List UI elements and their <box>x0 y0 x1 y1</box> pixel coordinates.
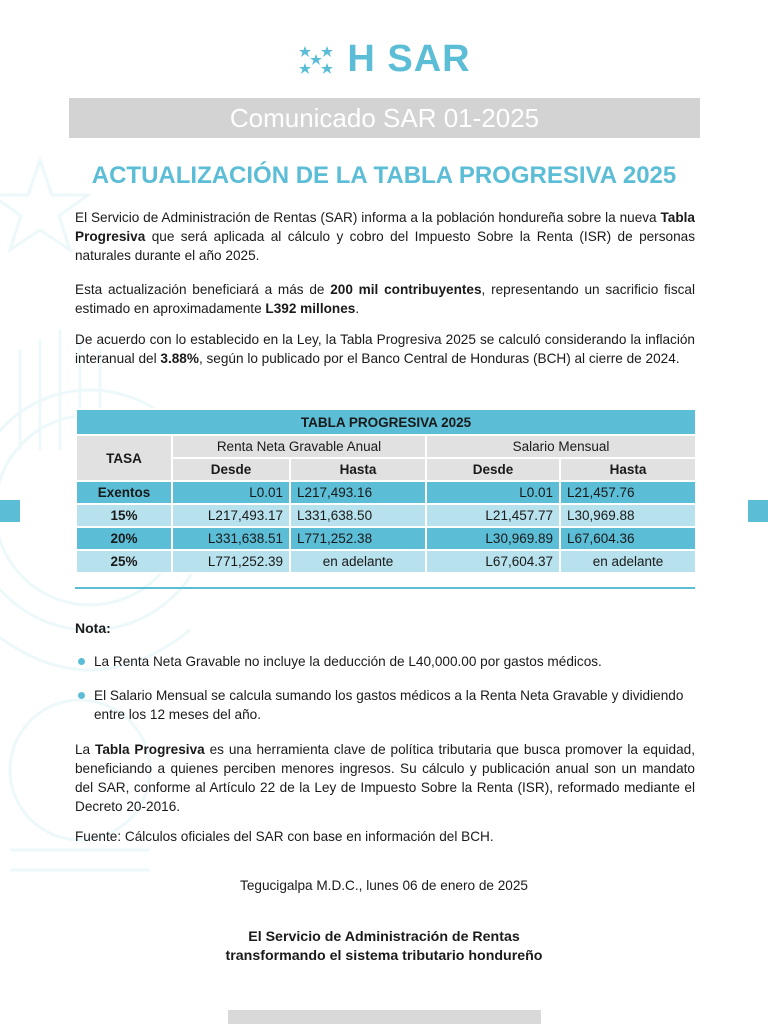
monthly-salary-header: Salario Mensual <box>426 435 696 458</box>
note-item: El Salario Mensual se calcula sumando los gastos médicos a la Renta Neta Gravable y dividiendo entre los 12 meses del año. <box>78 686 695 724</box>
inflation-paragraph: De acuerdo con lo establecido en la Ley, la Tabla Progresiva 2025 se calculó considerando la inflación interanual del 3.88%, según lo publicado por el Banco Central de Honduras (BCH) al cierre de 2024. <box>75 332 695 366</box>
table-row: 25% L771,252.39 en adelante L67,604.37 en adelante <box>76 550 696 573</box>
salary-from-header: Desde <box>426 458 560 481</box>
table-row: Exentos L0.01 L217,493.16 L0.01 L21,457.76 <box>76 481 696 504</box>
salary-to-header: Hasta <box>560 458 696 481</box>
policy-paragraph: La Tabla Progresiva es una herramienta clave de política tributaria que busca promover la equidad, beneficiando a quienes perciben menores ingresos. Su cálculo y publicación anual son un mandato del SAR, conforme al Artículo 22 de la Ley de Impuesto Sobre la Renta (ISR), reformado mediante el Decreto 20-2016. <box>75 742 695 814</box>
income-to-header: Hasta <box>290 458 426 481</box>
tasa-header: TASA <box>76 435 172 481</box>
right-edge-tab <box>748 500 768 522</box>
table-bottom-rule <box>75 587 695 589</box>
note-item: La Renta Neta Gravable no incluye la deducción de L40,000.00 por gastos médicos. <box>78 652 695 671</box>
communique-banner: Comunicado SAR 01-2025 <box>69 98 700 138</box>
intro-paragraph: El Servicio de Administración de Rentas (SAR) informa a la población hondureña sobre la nueva Tabla Progresiva que será aplicada al cálculo y cobro del Impuesto Sobre la Renta (ISR) de personas naturales durante el año 2025. <box>75 210 695 263</box>
progressive-tax-table <box>75 408 697 574</box>
slogan: El Servicio de Administración de Rentas transformando el sistema tributario hondureño <box>225 929 543 964</box>
table-title: TABLA PROGRESIVA 2025 <box>76 409 696 435</box>
left-edge-tab <box>0 500 20 522</box>
footer-bar <box>228 1010 541 1024</box>
date-line: Tegucigalpa M.D.C., lunes 06 de enero de 2025 <box>240 878 528 893</box>
table-row: 15% L217,493.17 L331,638.50 L21,457.77 L30,969.88 <box>76 504 696 527</box>
note-label: Nota: <box>75 620 111 636</box>
document-title: ACTUALIZACIÓN DE LA TABLA PROGRESIVA 2025 <box>91 162 677 189</box>
annual-income-header: Renta Neta Gravable Anual <box>172 435 426 458</box>
stars-icon <box>297 44 341 76</box>
income-from-header: Desde <box>172 458 290 481</box>
bullet-dot-icon <box>78 658 85 665</box>
source-line: Fuente: Cálculos oficiales del SAR con base en información del BCH. <box>75 829 494 844</box>
table-row: 20% L331,638.51 L771,252.38 L30,969.89 L67,604.36 <box>76 527 696 550</box>
logo-text: H SAR <box>347 38 471 80</box>
beneficiaries-paragraph: Esta actualización beneficiará a más de 200 mil contribuyentes, representando un sacrificio fiscal estimado en aproximadamente L392 millones. <box>75 282 695 316</box>
bullet-dot-icon <box>78 692 85 699</box>
sar-logo <box>0 38 768 81</box>
